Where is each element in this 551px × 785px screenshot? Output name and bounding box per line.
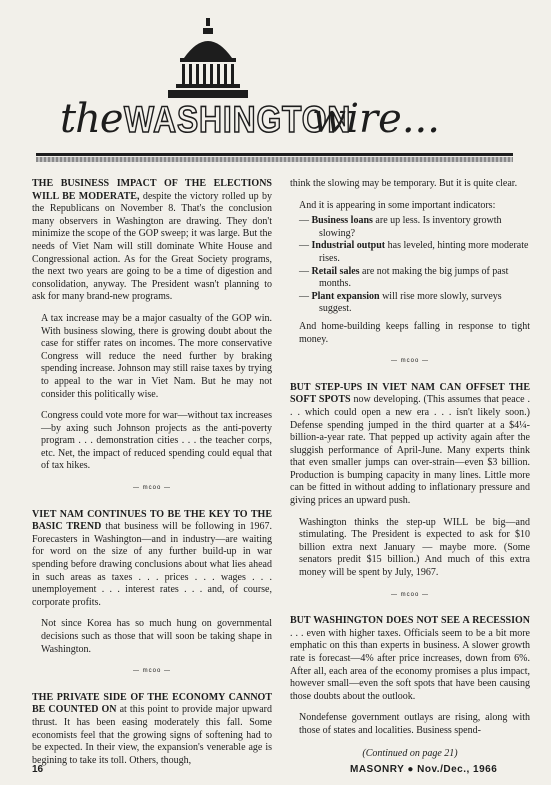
separator: — mcoo — xyxy=(132,668,171,675)
indicator-list xyxy=(299,215,530,316)
section-lead: THE BUSINESS IMPACT OF THE ELECTIONS WILL BE MODERATE, xyxy=(32,178,272,202)
section-lead: BUT WASHINGTON DOES NOT SEE A RECESSION xyxy=(290,615,530,627)
section-elections xyxy=(32,178,272,304)
paragraph: think the slowing may be temporary. But it is quite clear. xyxy=(290,178,518,189)
paragraph: A tax increase may be a major casualty of the GOP win. With business slowing, there is growing doubt about the case for stiffer rates on incomes. The more conservative Congress will reduce the need further by braking spending increase. Johnson may still raise taxes by trying to appeal to the war in Viet Nam. But he may not consider this politically wise. xyxy=(41,312,272,400)
paragraph: And it is appearing in some important indicators: xyxy=(299,199,496,211)
section-text: now developing. (This assumes that peace . . . which could open a new era . . . isn't likely soon.) Defense spending jumped in the third quarter at a $4¼-billion-a-year rate. That pepped up activity again after the sluggish performance of April-June. Many experts think that even smaller jumps can over-strain—even $3 billion. Production is bumping capacity in many lines. Little more can be fitted in without adding to inflationary pressure and giving prices an upward push. xyxy=(290,394,531,507)
right-column xyxy=(290,178,530,760)
list-item: — Business loans are up less. Is inventory growth slowing? xyxy=(299,215,502,239)
masthead-washington: WASHINGTON xyxy=(124,99,352,140)
section-viet-nam xyxy=(32,509,272,610)
masthead-wire: wire... xyxy=(312,96,440,142)
section-text: . . . even with higher taxes. Officials seem to be a bit more emphatic on this than experts in business. A slower growth rate is forecast—4% after price increases, down from 6%. After all, each area of the economy promises a plus impact, however small—even the soft spots that have been causing those doubts about the outlook. xyxy=(290,627,530,702)
paragraph: Nondefense government outlays are rising, along with those of states and localities. Business spend- xyxy=(299,712,530,736)
section-recession xyxy=(290,615,530,703)
section-lead: VIET NAM CONTINUES TO BE THE KEY TO THE BASIC TREND xyxy=(32,508,272,533)
list-item: — Plant expansion will rise more slowly, surveys suggest. xyxy=(299,290,502,315)
page-footer xyxy=(0,764,551,782)
left-column xyxy=(32,178,272,776)
list-item: — Retail sales are not making the big jumps of past months. xyxy=(299,265,509,290)
section-text: that business will be following in 1967. Forecasters in Washington—and in industry—are waiting for word on the size of any further build-up in war spending before drawing conclusions about what lies ahead in such areas as taxes . . . prices . . . wages . . . unemployement . . . interest rates . . . and, of course, corporate profits. xyxy=(32,521,273,608)
section-text: at this point to provide major upward thrust. It has been easing moderately this fall. Some economists feel that the growing signs of softening had to be expected. In their view, the expansion's venerable age is begining to take its toll. Others, though, xyxy=(32,704,272,766)
section-lead: THE PRIVATE SIDE OF THE ECONOMY CANNOT BE COUNTED ON xyxy=(32,691,272,716)
masthead-rule xyxy=(36,153,513,156)
section-private-side xyxy=(32,692,272,768)
section-text: despite the victory rolled up by the Republicans on November 8. That's the conclusion many observers in Washington are drawing. They don't minimize the scope of the GOP sweep; it was large. But the needs of Viet Nam will still dominate White House and Congressional action. As for the Great Society programs, the next two years are going to be a time of digestion and consolidation, anyway. The President wasn't planning to ask for many brand-new programs. xyxy=(32,190,272,303)
page-number: 16 xyxy=(32,764,44,775)
paragraph: Not since Korea has so much hung on governmental decisions such as those that will soon be taking shape in Washington. xyxy=(41,618,272,655)
separator: — mcoo — xyxy=(390,591,429,598)
masthead-the: the xyxy=(60,96,123,142)
masthead-gray-band xyxy=(36,157,513,162)
separator: — mcoo — xyxy=(390,358,429,365)
section-step-ups xyxy=(290,382,530,508)
magazine-issue: MASONRY ● Nov./Dec., 1966 xyxy=(350,764,498,775)
paragraph: Congress could vote more for war—without tax increases—by axing such Johnson projects as the anti-poverty program . . . demonstration cities . . . the teacher corps, etc. Net, the impact of reduced spending could equal that of tax hikes. xyxy=(41,410,272,472)
paragraph: Washington thinks the step-up WILL be big—and stimulating. The President is expected to ask for $10 billion extra next January — maybe more. (Some senators predit $15 billion.) And much of this extra money will be spent by July, 1967. xyxy=(299,516,530,579)
paragraph: And home-building keeps falling in response to tight money. xyxy=(299,320,530,345)
separator: — mcoo — xyxy=(132,485,171,492)
list-item: — Industrial output has leveled, hinting more moderate rises. xyxy=(299,240,529,264)
continued-note: (Continued on page 21) xyxy=(362,747,458,759)
section-lead: BUT STEP-UPS IN VIET NAM CAN OFFSET THE SOFT SPOTS xyxy=(290,381,530,406)
capitol-dome-icon xyxy=(158,18,258,98)
masthead xyxy=(0,0,551,165)
